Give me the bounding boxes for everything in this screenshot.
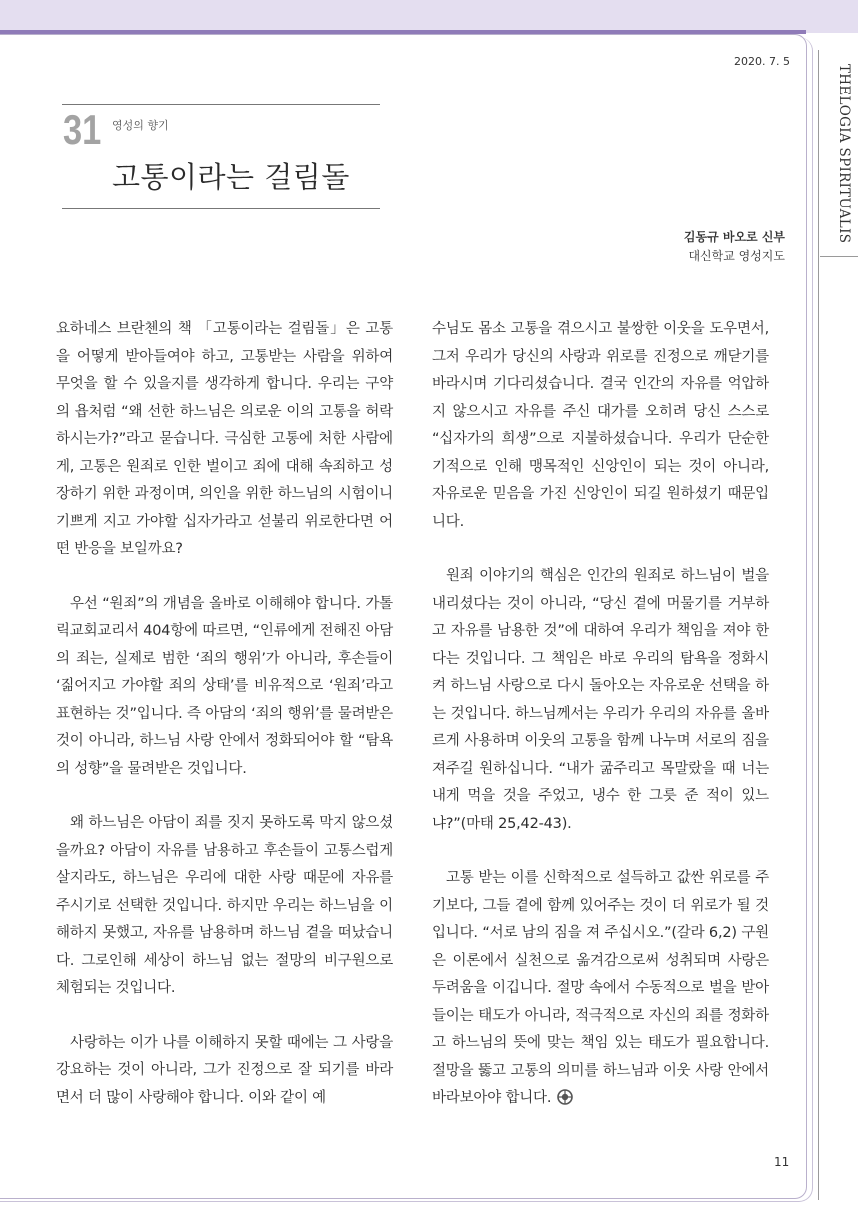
article-title: 고통이라는 걸림돌 [112,160,350,194]
author-affiliation: 대신학교 영성지도 [688,249,785,263]
body-column-left [56,316,393,1139]
header-rule-top [62,104,380,105]
paragraph: 왜 하느님은 아담이 죄를 짓지 못하도록 막지 않으셨을까요? 아담이 자유를 남용하고 후손들이 고통스럽게 살지라도, 하느님은 우리에 대한 사랑 때문에 자유를 주시기로 선택한 것입니다. 하지만 우리는 하느님을 이해하지 못했고, 자유를 남용하며 하느님 곁을 떠났습니다. 그로인해 세상이 하느님 없는 절망의 비구원으로 체험되는 것입니다. [56,815,393,996]
top-band [0,0,858,33]
paragraph: 우선 “원죄”의 개념을 올바로 이해해야 합니다. 가톨릭교회교리서 404항에 따르면, “인류에게 전해진 아담의 죄는, 실제로 범한 ‘죄의 행위’가 아니라, 후손들이 ‘짊어지고 가야할 죄의 상태’를 비유적으로 ‘원죄’라고 표현하는 것”입니다. 즉 아담의 ‘죄의 행위’를 물려받은 것이 아니라, 하느님 사랑 안에서 정화되어야 할 “탐욕의 성향”을 물려받은 것입니다. [56,595,393,777]
side-rule-divider [820,256,858,257]
author-name: 김동규 바오로 신부 [683,230,785,244]
paragraph: 요하네스 브란첸의 책 「고통이라는 걸림돌」은 고통을 어떻게 받아들여야 하고, 고통받는 사람을 위하여 무엇을 할 수 있을지를 생각하게 합니다. 우리는 구약의 욥처럼 “왜 선한 하느님은 의로운 이의 고통을 허락하시는가?”라고 묻습니다. 극심한 고통에 처한 사람에게, 고통은 원죄로 인한 벌이고 죄에 대해 속죄하고 성장하기 위한 과정이며, 의인을 위한 하느님의 시험이니 기쁘게 지고 가야할 십자가라고 섣불리 위로한다면 어떤 반응을 보일까요? [56,321,393,557]
body-column-right [432,316,769,1140]
paragraph: 사랑하는 이가 나를 이해하지 못할 때에는 그 사랑을 강요하는 것이 아니라, 그가 진정으로 잘 되기를 바라면서 더 많이 사랑해야 합니다. 이와 같이 예 [56,1034,393,1106]
paragraph: 원죄 이야기의 핵심은 인간의 원죄로 하느님이 벌을 내리셨다는 것이 아니라, “당신 곁에 머물기를 거부하고 자유를 남용한 것”에 대하여 우리가 책임을 져야 한다는 것입니다. 그 책임은 바로 우리의 탐욕을 정화시켜 하느님 사랑으로 다시 돌아오는 자유로운 선택을 하는 것입니다. 하느님께서는 우리가 우리의 자유를 올바르게 사용하며 이웃의 고통을 함께 나누며 서로의 짐을 져주길 원하십니다. “내가 굶주리고 목말랐을 때 너는 내게 먹을 것을 주었고, 냉수 한 그릇 준 적이 있느냐?”(마태 25,42-43). [432,568,769,832]
journal-name: THELOGIA SPIRITUALIS [836,64,852,244]
header-rule-bottom [62,208,380,209]
paragraph-text: 고통 받는 이를 신학적으로 설득하고 값싼 위로를 주기보다, 그들 곁에 함께 있어주는 것이 더 위로가 될 것입니다. “서로 남의 짐을 져 주십시오.”(갈라 6,2) 구원은 이론에서 실천으로 옮겨감으로써 성취되며 사랑은 두려움을 이깁니다. 절망 속에서 수동적으로 벌을 받아들이는 태도가 아니라, 적극적으로 자신의 죄를 정화하고 하느님의 뜻에 맞는 책임 있는 태도가 필요합니다. 절망을 뚫고 고통의 의미를 하느님과 이웃 사랑 안에서 바라보아야 합니다. [432,870,769,1106]
issue-date: 2020. 7. 5 [734,55,790,68]
paragraph [432,865,769,1113]
byline [684,228,785,266]
issue-number: 31 [63,106,102,153]
column-name: 영성의 향기 [112,119,169,132]
paragraph: 수님도 몸소 고통을 겪으시고 불쌍한 이웃을 도우면서, 그저 우리가 당신의 사랑과 위로를 진정으로 깨닫기를 바라시며 기다리셨습니다. 결국 인간의 자유를 억압하지 않으시고 자유를 주신 대가를 오히려 당신 스스로 “십자가의 희생”으로 지불하셨습니다. 우리가 단순한 기적으로 인해 맹목적인 신앙인이 되는 것이 아니라, 자유로운 믿음을 가진 신앙인이 되길 원하셨기 때문입니다. [432,321,769,530]
end-mark-icon [557,1089,573,1105]
page-number: 11 [774,1155,790,1169]
side-rule [818,50,819,1200]
